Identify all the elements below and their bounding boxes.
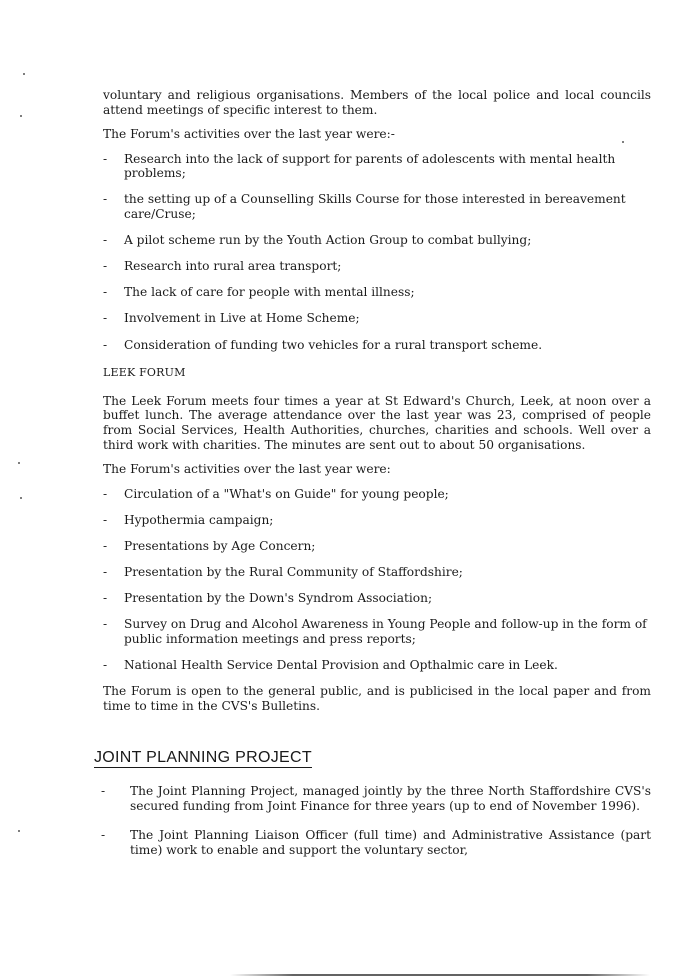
list-item xyxy=(103,192,651,221)
list-marker: - xyxy=(103,151,108,166)
document-body xyxy=(94,88,651,873)
leek-forum-closing: The Forum is open to the general public, and is publicised in the local paper and from time to time in the CVS's Bulletins. xyxy=(103,683,651,713)
scan-speck xyxy=(20,115,22,117)
forum-activities-intro: The Forum's activities over the last year were:- xyxy=(103,127,395,142)
joint-planning-list xyxy=(103,784,651,857)
list-item xyxy=(103,233,651,248)
leek-forum-activities-list xyxy=(103,487,651,673)
list-item xyxy=(103,828,651,857)
list-marker: - xyxy=(103,486,108,501)
list-item xyxy=(103,658,651,673)
list-item xyxy=(103,311,651,326)
list-item-text: Presentations by Age Concern; xyxy=(124,538,316,553)
list-item-text: Presentation by the Down's Syndrom Association; xyxy=(124,591,433,606)
list-marker: - xyxy=(103,259,108,274)
list-item-text: Consideration of funding two vehicles for a rural transport scheme. xyxy=(124,337,543,352)
scan-speck xyxy=(20,497,22,499)
list-item-text: National Health Service Dental Provision and Opthalmic care in Leek. xyxy=(124,657,558,672)
list-marker: - xyxy=(103,512,108,527)
list-item-text: Research into the lack of support for parents of adolescents with mental health problems; xyxy=(124,151,616,181)
list-item-text: The lack of care for people with mental illness; xyxy=(124,285,415,300)
list-item xyxy=(103,565,651,580)
list-item-text: Presentation by the Rural Community of Staffordshire; xyxy=(124,564,463,579)
list-marker: - xyxy=(103,192,108,207)
list-item xyxy=(103,591,651,606)
scan-edge-line xyxy=(230,974,650,976)
scan-speck xyxy=(23,73,25,75)
list-item xyxy=(103,617,651,646)
list-item xyxy=(103,487,651,502)
intro-paragraph: voluntary and religious organisations. Members of the local police and local councils attend meetings of specific interest to them. xyxy=(103,88,651,117)
list-marker: - xyxy=(103,617,108,632)
list-marker: - xyxy=(103,285,108,300)
list-item-text: The Joint Planning Liaison Officer (full time) and Administrative Assistance (part time) work to enable and support the voluntary sector, xyxy=(130,828,651,857)
list-item xyxy=(103,513,651,528)
scan-speck xyxy=(18,462,20,464)
leek-forum-heading: LEEK FORUM xyxy=(103,366,186,380)
list-item-text: Research into rural area transport; xyxy=(124,259,342,274)
list-item-text: Hypothermia campaign; xyxy=(124,512,274,527)
list-marker: - xyxy=(101,784,106,799)
list-marker: - xyxy=(103,311,108,326)
list-marker: - xyxy=(101,828,106,843)
list-item xyxy=(103,338,651,353)
list-item-text: Survey on Drug and Alcohol Awareness in Young People and follow-up in the form of public information meetings and press reports; xyxy=(124,617,647,646)
list-marker: - xyxy=(103,657,108,672)
list-item-text: the setting up of a Counselling Skills Course for those interested in bereavement care/Cruse; xyxy=(124,192,626,222)
scan-speck xyxy=(18,830,20,832)
joint-planning-heading: JOINT PLANNING PROJECT xyxy=(94,749,312,767)
list-marker: - xyxy=(103,564,108,579)
list-marker: - xyxy=(103,538,108,553)
list-item-text: Involvement in Live at Home Scheme; xyxy=(124,311,360,326)
list-marker: - xyxy=(103,591,108,606)
list-item xyxy=(103,152,651,181)
list-marker: - xyxy=(103,233,108,248)
leek-forum-activities-intro: The Forum's activities over the last year were: xyxy=(103,462,391,477)
list-item-text: A pilot scheme run by the Youth Action Group to combat bullying; xyxy=(124,233,532,248)
list-item xyxy=(103,539,651,554)
list-item xyxy=(103,259,651,274)
list-marker: - xyxy=(103,337,108,352)
list-item-text: Circulation of a "What's on Guide" for young people; xyxy=(124,486,449,501)
list-item xyxy=(103,285,651,300)
forum-activities-list xyxy=(103,152,651,352)
leek-forum-description: The Leek Forum meets four times a year at St Edward's Church, Leek, at noon over a buffet lunch. The average attendance over the last year was 23, comprised of people from Social Services, Health Authorities, churches, charities and schools. Well over a third work with charities. The minutes are sent out to about 50 organisations. xyxy=(103,393,651,452)
list-item-text: The Joint Planning Project, managed jointly by the three North Staffordshire CVS's secured funding from Joint Finance for three years (up to end of November 1996). xyxy=(130,784,651,813)
list-item xyxy=(103,784,651,813)
